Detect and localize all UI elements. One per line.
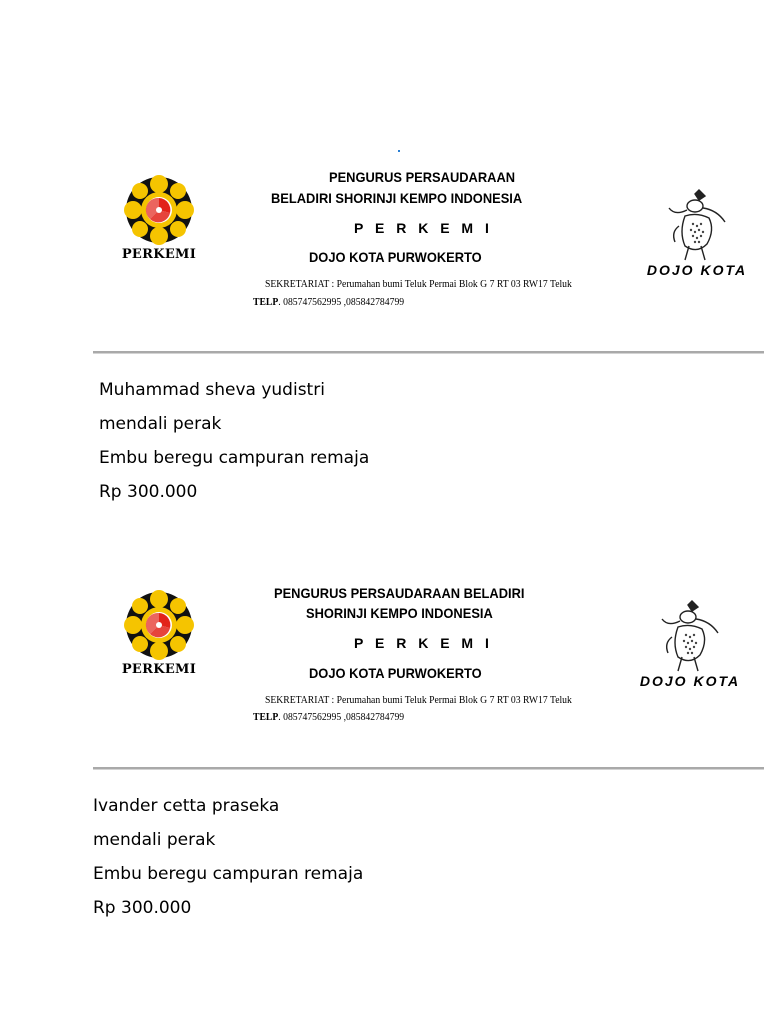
telephone-line [253, 296, 404, 308]
recipient-name: Ivander cetta praseka [93, 796, 280, 816]
prize-amount: Rp 300.000 [99, 482, 198, 502]
dojo-kota-logo-1 [637, 186, 757, 278]
org-line-1: PENGURUS PERSAUDARAAN [329, 169, 516, 185]
dojo-kota-logo-text: DOJO KOTA [639, 673, 741, 689]
telp-label: TELP [253, 296, 279, 308]
perkemi-emblem-icon [123, 175, 195, 245]
telephone-line [253, 711, 404, 723]
medal-type: mendali perak [93, 830, 216, 850]
telp-label: TELP [253, 711, 279, 723]
perkemi-logo-2 [118, 590, 200, 677]
header-divider-2 [93, 767, 764, 770]
org-line-2: BELADIRI SHORINJI KEMPO INDONESIA [271, 190, 523, 206]
perkemi-logo-1 [118, 175, 200, 262]
org-abbreviation: P E R K E M I [354, 635, 493, 651]
competition-category: Embu beregu campuran remaja [99, 448, 370, 468]
perkemi-logo-text: PERKEMI [121, 247, 197, 262]
wayang-puppet-icon [658, 597, 722, 673]
org-line-2: SHORINJI KEMPO INDONESIA [306, 605, 493, 621]
dojo-name: DOJO KOTA PURWOKERTO [309, 665, 482, 681]
telp-numbers: . 085747562995 ,085842784799 [278, 711, 405, 723]
dojo-kota-logo-text: DOJO KOTA [646, 262, 748, 278]
wayang-puppet-icon [665, 186, 729, 262]
medal-type: mendali perak [99, 414, 222, 434]
blue-dot-mark [398, 150, 400, 152]
org-abbreviation: P E R K E M I [354, 220, 493, 236]
perkemi-emblem-icon [123, 590, 195, 660]
perkemi-logo-text: PERKEMI [121, 662, 197, 677]
prize-amount: Rp 300.000 [93, 898, 192, 918]
org-line-1: PENGURUS PERSAUDARAAN BELADIRI [274, 585, 525, 601]
header-divider-1 [93, 351, 764, 354]
address-line: SEKRETARIAT : Perumahan bumi Teluk Permai Blok G 7 RT 03 RW17 Teluk [265, 278, 572, 290]
telp-numbers: . 085747562995 ,085842784799 [278, 296, 405, 308]
competition-category: Embu beregu campuran remaja [93, 864, 364, 884]
dojo-kota-logo-2 [630, 597, 750, 689]
dojo-name: DOJO KOTA PURWOKERTO [309, 249, 482, 265]
address-line: SEKRETARIAT : Perumahan bumi Teluk Permai Blok G 7 RT 03 RW17 Teluk [265, 694, 572, 706]
recipient-name: Muhammad sheva yudistri [99, 380, 325, 400]
